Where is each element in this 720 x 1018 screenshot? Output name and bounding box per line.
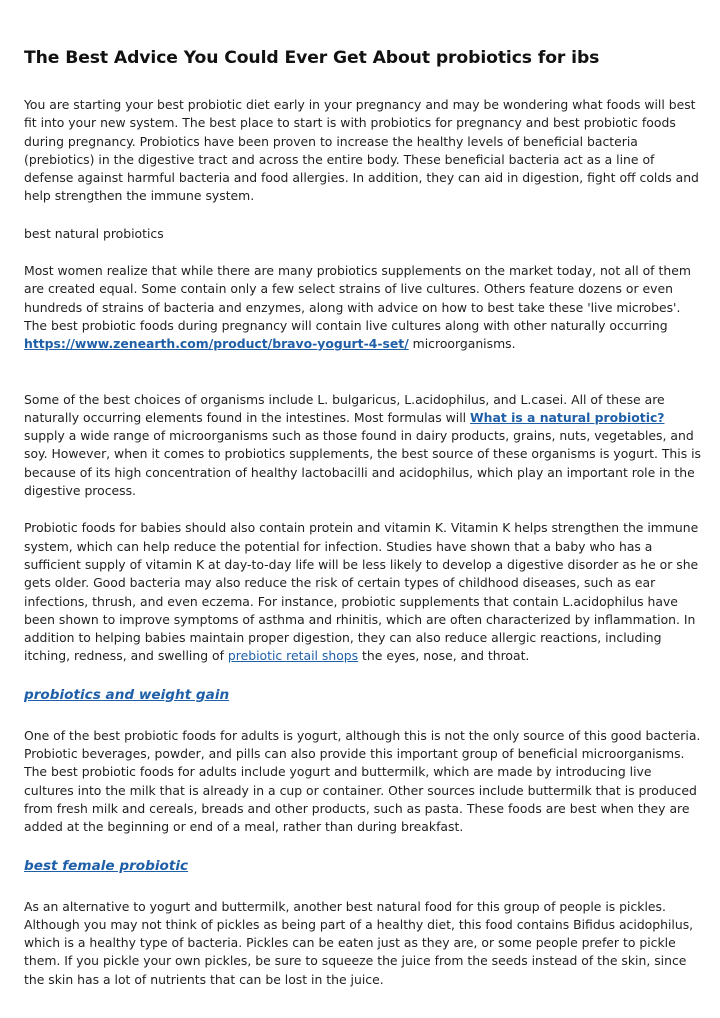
babies-text-before: Probiotic foods for babies should also contain protein and vitamin K. Vitamin K helps strengthen the immune system, which can help reduce the potential for infection. Studies have shown that a baby who has a sufficient supply of vitamin K at day-to-day life will be less likely to develop a digestive disorder as he or she gets older. Good bacteria may also reduce the risk of certain types of childhood diseases, such as ear infections, thrush, and even eczema. For instance, probiotic supplements that contain L.acidophilus have been shown to improve symptoms of asthma and rhinitis, which are often characterized by inflammation. In addition to helping babies maintain proper digestion, they can also reduce allergic reactions, including itching, redness, and swelling of bbox=[24, 520, 699, 664]
strains-text-after: microorganisms. bbox=[408, 336, 516, 352]
strains-paragraph bbox=[24, 262, 704, 353]
organisms-paragraph bbox=[24, 391, 704, 501]
zenearth-product-link[interactable]: https://www.zenearth.com/product/bravo-yogurt-4-set/ bbox=[24, 336, 409, 352]
organisms-text-after: supply a wide range of microorganisms such as those found in dairy products, grains, nuts, vegetables, and soy. However, when it comes to probiotics supplements, the best source of these organisms is yogurt. This is because of its high concentration of healthy lactobacilli and acidophilus, which play an important role in the digestive process. bbox=[24, 428, 701, 499]
prebiotic-retail-shops-link[interactable]: prebiotic retail shops bbox=[227, 648, 359, 664]
adults-paragraph: One of the best probiotic foods for adults is yogurt, although this is not the only source of this good bacteria. Probiotic beverages, powder, and pills can also provide this important group of beneficial microorganisms. The best probiotic foods for adults include yogurt and buttermilk, which are made by introducing live cultures into the milk that is already in a cup or container. Other sources include buttermilk that is produced from fresh milk and cereals, breads and other products, such as pasta. These foods are best when they are added at the beginning or end of a meal, rather than during breakfast. bbox=[24, 727, 701, 835]
strains-text-before: Most women realize that while there are many probiotics supplements on the market today, not all of them are created equal. Some contain only a few select strains of live cultures. Others feature dozens or even hundreds of strains of bacteria and enzymes, along with advice on how to best take these 'live microbes'. The best probiotic foods during pregnancy will contain live cultures along with other naturally occurring bbox=[24, 263, 691, 333]
section-heading-weight-gain bbox=[24, 685, 704, 705]
keyword-line: best natural probiotics bbox=[24, 225, 164, 241]
page-title: The Best Advice You Could Ever Get About probiotics for ibs bbox=[24, 48, 600, 68]
babies-text-after: the eyes, nose, and throat. bbox=[358, 648, 530, 664]
pickles-paragraph: As an alternative to yogurt and buttermilk, another best natural food for this group of people is pickles. Although you may not think of pickles as being part of a healthy diet, this food contains Bifidus acidophilus, which is a healthy type of bacteria. Pickles can be eaten just as they are, or some people prefer to pickle them. If you pickle your own pickles, be sure to squeeze the juice from the seeds instead of the skin, since the skin has a lot of nutrients that can be lost in the juice. bbox=[24, 898, 694, 987]
babies-paragraph bbox=[24, 519, 704, 665]
natural-probiotic-link[interactable]: What is a natural probiotic? bbox=[470, 409, 665, 425]
section-heading-female-probiotic bbox=[24, 856, 704, 876]
weight-gain-heading-link[interactable]: probiotics and weight gain bbox=[24, 686, 230, 703]
female-probiotic-heading-link[interactable]: best female probiotic bbox=[24, 857, 189, 874]
organisms-text-before: Some of the best choices of organisms include L. bulgaricus, L.acidophilus, and L.casei. All of these are naturally occurring elements found in the intestines. Most formulas will bbox=[24, 391, 665, 425]
intro-paragraph: You are starting your best probiotic diet early in your pregnancy and may be wondering what foods will best fit into your new system. The best place to start is with probiotics for pregnancy and best probiotic foods during pregnancy. Probiotics have been proven to increase the healthy levels of beneficial bacteria (prebiotics) in the digestive tract and across the entire body. These beneficial bacteria act as a line of defense against harmful bacteria and food allergies. In addition, they can aid in digestion, fight off colds and help strengthen the immune system. bbox=[24, 97, 699, 204]
